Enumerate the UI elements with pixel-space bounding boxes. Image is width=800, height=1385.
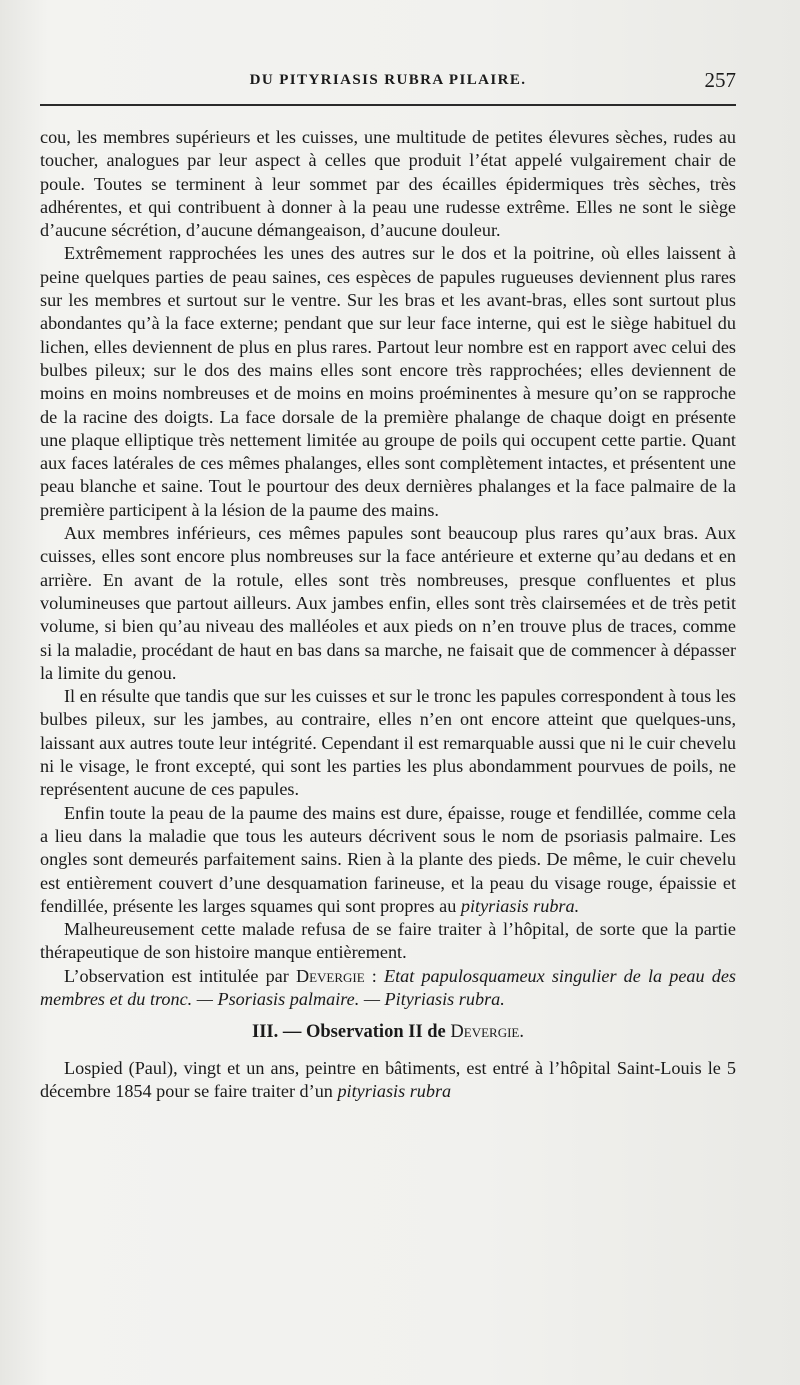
paragraph: Il en résulte que tandis que sur les cuisses et sur le tronc les papules correspondent à tous les bulbes pileux, sur les jambes, au contraire, elles n’en ont encore atteint que quelques-uns, laissant aux autres toute leur intégrité. Cependant il est remarquable aussi que ni le cuir chevelu ni le visage, le front excepté, qui sont les parties les plus abondamment pourvues de poils, ne représentent aucune de ces papules. bbox=[40, 686, 736, 800]
italic-term: pityriasis rubra. bbox=[460, 895, 580, 916]
paragraph-text: Enfin toute la peau de la paume des mains est dure, épaisse, rouge et fendillée, comme cela a lieu dans la maladie que tous les auteurs décrivent sous le nom de psoriasis palmaire. Les ongles sont demeurés parfaitement sains. Rien à la plante des pieds. De même, le cuir chevelu est entièrement couvert d’une desquamation farineuse, et la peau du visage rouge, épaissie et fendillée, présente les larges squames qui sont propres au bbox=[40, 802, 736, 916]
paragraph bbox=[40, 1057, 736, 1104]
page-number: 257 bbox=[704, 68, 736, 92]
paragraph-text: L’observation est intitulée par bbox=[64, 965, 289, 986]
page-header bbox=[40, 68, 736, 96]
paragraph: cou, les membres supérieurs et les cuisses, une multitude de petites élevures sèches, rudes au toucher, analogues par leur aspect à celles que produit l’état appelé vulgairement chair de poule. Toutes se terminent à leur sommet par des écailles épidermiques très sèches, très adhérentes, et qui contribuent à donner à la peau une rudesse extrême. Elles ne sont le siège d’aucune sécrétion, d’aucune démangeaison, d’aucune douleur. bbox=[40, 127, 736, 241]
paragraph: Malheureusement cette malade refusa de se faire traiter à l’hôpital, de sorte que la partie thérapeutique de son histoire manque entièrement. bbox=[40, 919, 736, 963]
header-rule bbox=[40, 104, 736, 106]
italic-term: pityriasis rubra bbox=[337, 1080, 452, 1101]
running-title: DU PITYRIASIS RUBRA PILAIRE. bbox=[249, 72, 527, 88]
paragraph-text: Lospied (Paul), vingt et un ans, peintre en bâtiments, est entré à l’hôpital Saint-Louis le 5 décembre 1854 pour se faire traiter d’un bbox=[40, 1057, 736, 1101]
observation-title: Etat papulosquameux singulier de la peau des membres et du tronc. — Psoriasis palmaire. — Pityriasis rubra. bbox=[40, 965, 736, 1009]
paragraph bbox=[40, 802, 736, 918]
paragraph bbox=[40, 965, 736, 1012]
body-text bbox=[40, 126, 736, 1103]
paragraph: Aux membres inférieurs, ces mêmes papules sont beaucoup plus rares qu’aux bras. Aux cuisses, elles sont encore plus nombreuses sur la face antérieure et externe qu’au dedans et en arrière. En avant de la rotule, elles sont très nombreuses, presque confluentes et plus volumineuses que partout ailleurs. Aux jambes enfin, elles sont très clairsemées et de très petit volume, si bien qu’au niveau des malléoles et aux pieds on n’en trouve plus de traces, comme si la maladie, procédant de haut en bas dans sa marche, ne faisait que de commencer à dépasser la limite du genou. bbox=[40, 523, 736, 683]
author-name: Devergie bbox=[295, 965, 365, 986]
section-heading bbox=[40, 1021, 736, 1044]
section-number: III. — Observation II de bbox=[252, 1022, 446, 1043]
section-author: Devergie. bbox=[450, 1022, 524, 1043]
paragraph: Extrêmement rapprochées les unes des autres sur le dos et la poitrine, où elles laissent à peine quelques parties de peau saines, ces espèces de papules rugueuses deviennent plus rares sur les membres et surtout sur le ventre. Sur les bras et les avant-bras, elles sont surtout plus abondantes qu’à la face externe; pendant que sur leur face interne, qui est le siège habituel du lichen, elles deviennent de plus en plus rares. Partout leur nombre est en rapport avec celui des bulbes pileux; sur le dos des mains elles sont encore très rapprochées; elles deviennent de moins en moins nombreuses et de moins en moins proéminentes à mesure qu’on se rapproche de la racine des doigts. La face dorsale de la première phalange de chaque doigt en présente une plaque elliptique très nettement limitée au groupe de poils qui occupent cette partie. Quant aux faces latérales de ces mêmes phalanges, elles sont complètement intactes, et présentent une peau blanche et saine. Tout le pourtour des deux dernières phalanges et la face palmaire de la première participent à la lésion de la paume des mains. bbox=[40, 243, 736, 520]
punctuation: : bbox=[364, 965, 385, 986]
